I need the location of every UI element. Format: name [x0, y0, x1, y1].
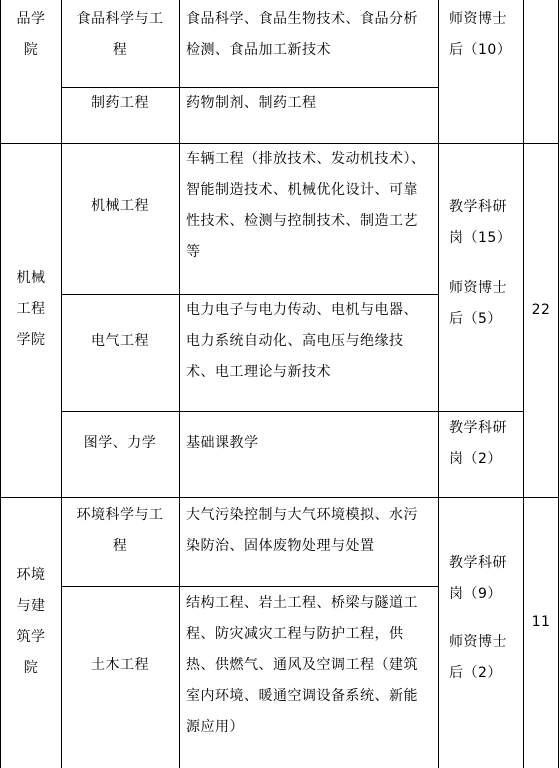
college-name: 环境与建筑学院 [16, 567, 46, 676]
major-cell-food-science [70, 4, 170, 66]
major-name: 机械工程 [91, 198, 149, 214]
directions-cell-civil [186, 588, 432, 743]
post-type-main: 教学科研岗（9） [449, 555, 507, 602]
column-divider-1 [61, 0, 62, 768]
total-cell-mech [524, 295, 558, 326]
research-directions: 食品科学、食品生物技术、食品分析检测、食品加工新技术 [186, 11, 418, 58]
post-type-postdoc: 师资博士后（5） [449, 280, 507, 327]
directions-cell-mech [186, 144, 432, 268]
major-cell-civil [70, 650, 170, 681]
posts-cell-graph [449, 413, 511, 475]
research-directions: 车辆工程（排放技术、发动机技术）、智能制造技术、机械优化设计、可靠性技术、检测与控制技术、制造工艺等 [186, 151, 426, 260]
column-divider-3 [438, 0, 439, 768]
research-directions: 药物制剂、制药工程 [186, 95, 317, 111]
research-directions: 大气污染控制与大气环境模拟、水污染防治、固体废物处理与处置 [186, 507, 418, 554]
major-name: 食品科学与工程 [76, 11, 164, 58]
post-type-postdoc: 师资博士后（2） [449, 634, 507, 681]
major-cell-pharma [70, 88, 170, 119]
table-border-right [558, 0, 559, 768]
major-name: 图学、力学 [83, 435, 157, 451]
post-type-main: 教学科研岗（15） [449, 199, 512, 246]
major-cell-envsci [70, 500, 170, 562]
total-count: 11 [531, 614, 551, 630]
major-name: 环境科学与工程 [76, 507, 164, 554]
posts-cell-food [449, 4, 511, 66]
research-directions: 基础课教学 [186, 435, 259, 451]
research-directions: 电力电子与电力传动、电机与电器、电力系统自动化、高电压与绝缘技术、电工理论与新技术 [186, 302, 418, 380]
directions-cell-food-science [186, 4, 432, 66]
college-name: 品学院 [16, 11, 46, 58]
post-type: 师资博士后（10） [449, 11, 512, 58]
college-cell-food [14, 4, 48, 66]
row-divider-env-inner [61, 586, 438, 587]
row-divider-mech-inner-2 [61, 411, 523, 412]
posts-cell-env [449, 548, 511, 689]
directions-cell-pharma [186, 88, 432, 119]
row-divider-mech-env [0, 497, 559, 498]
table-border-left [0, 0, 1, 768]
major-name: 电气工程 [91, 333, 149, 349]
directions-cell-envsci [186, 500, 432, 562]
major-cell-elec [70, 326, 170, 357]
major-name: 制药工程 [91, 95, 149, 111]
directions-cell-graph [186, 428, 432, 459]
total-cell-env [524, 607, 558, 638]
directions-cell-elec [186, 295, 432, 388]
column-divider-2 [179, 0, 180, 768]
total-count: 22 [531, 302, 551, 318]
column-divider-4 [523, 0, 524, 768]
posts-cell-mech [449, 192, 511, 335]
college-cell-mech [14, 263, 48, 356]
major-name: 土木工程 [91, 657, 149, 673]
college-name: 机械工程学院 [16, 270, 46, 348]
post-type: 教学科研岗（2） [449, 420, 507, 467]
college-cell-env [14, 560, 48, 684]
major-cell-graph [70, 428, 170, 459]
major-cell-mech [70, 191, 170, 222]
research-directions: 结构工程、岩土工程、桥梁与隧道工程、防灾减灾工程与防护工程，供热、供燃气、通风及空调工程（建筑室内环境、暖通空调设备系统、新能源应用） [186, 595, 418, 735]
